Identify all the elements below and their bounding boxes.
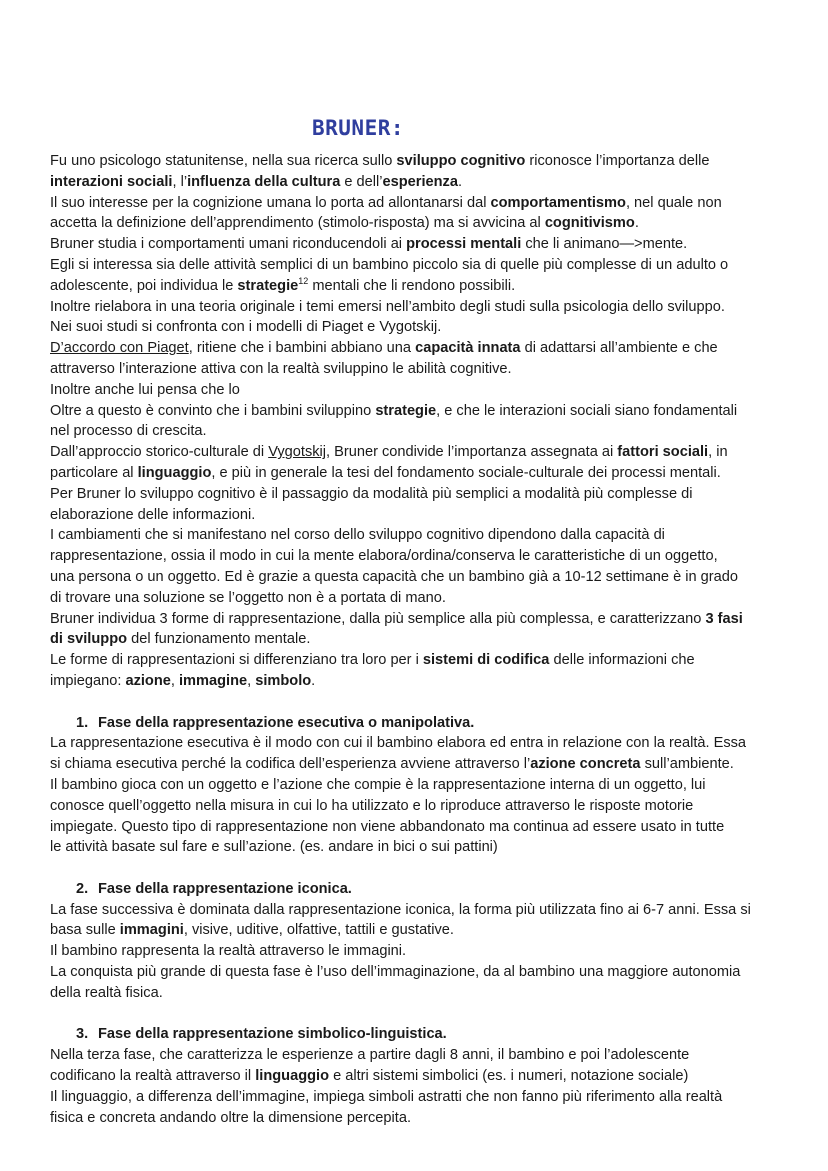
phase-line: La fase successiva è dominata dalla rappresentazione iconica, la forma più utilizzata fino ai 6-7 anni. Essa si <box>50 901 751 918</box>
intro-line: nel processo di crescita. <box>50 423 207 440</box>
bold-term: linguaggio <box>255 1068 330 1085</box>
phase-line: basa sulle immagini, visive, uditive, olfattive, tattili e gustative. <box>50 922 454 939</box>
intro-line: Inoltre rielabora in una teoria originale i temi emersi nell’ambito degli studi sulla psicologia dello sviluppo. <box>50 298 725 315</box>
phase-line: La conquista più grande di questa fase è l’uso dell’immaginazione, da al bambino una maggiore autonomia <box>50 964 741 981</box>
bold-term: comportamentismo <box>490 194 626 211</box>
intro-line: Le forme di rappresentazioni si differenziano tra loro per i sistemi di codifica delle informazioni che <box>50 652 695 669</box>
phase-line: Il bambino gioca con un oggetto e l’azione che compie è la rappresentazione interna di un oggetto, lui <box>50 776 706 793</box>
intro-line: Nei suoi studi si confronta con i modelli di Piaget e Vygotskij. <box>50 319 442 336</box>
bold-term: influenza della cultura <box>187 173 341 190</box>
intro-line: adolescente, poi individua le strategie$^{12}$ mentali che li rendono possibili. <box>50 275 516 294</box>
bold-term: fattori sociali <box>617 444 709 461</box>
intro-line: Fu uno psicologo statunitense, nella sua ricerca sullo sviluppo cognitivo riconosce l’importanza delle <box>50 153 710 169</box>
intro-line: particolare al linguaggio, e più in generale la tesi del fondamento sociale-culturale dei processi mentali. <box>50 464 721 481</box>
page-title: BRUNER: <box>312 116 405 140</box>
paragraph-spacer <box>50 692 780 713</box>
bold-term: simbolo <box>255 672 312 689</box>
phase-number: 1. <box>76 714 89 731</box>
phase-line: Nella terza fase, che caratterizza le esperienze a partire dagli 8 anni, il bambino e poi l’adolescente <box>50 1047 690 1064</box>
intro-line: rappresentazione, ossia il modo in cui la mente elabora/ordina/conserva le caratteristiche di un oggetto, <box>50 548 718 565</box>
footnote-ref: 12 <box>298 275 309 286</box>
bold-term: processi mentali <box>406 236 522 253</box>
bold-term: 3 fasi <box>705 610 743 627</box>
intro-line: Per Bruner lo sviluppo cognitivo è il passaggio da modalità più semplici a modalità più complesse di <box>50 485 693 502</box>
bold-term: strategie <box>237 277 299 294</box>
phase-line: le attività basate sul fare e sull’azione. (es. andare in bici o sui pattini) <box>50 839 498 856</box>
bold-term: immagine <box>178 672 248 689</box>
phase-heading-text: Fase della rappresentazione esecutiva o manipolativa. <box>98 714 475 731</box>
phase-line: si chiama esecutiva perché la codifica dell’esperienza avviene attraverso l’azione concreta sull’ambiente. <box>50 756 734 773</box>
intro-line: attraverso l’interazione attiva con la realtà sviluppino le abilità cognitive. <box>50 360 512 377</box>
intro-line: Oltre a questo è convinto che i bambini sviluppino strategie, e che le interazioni sociali siano fondamentali <box>50 402 738 419</box>
intro-line: di sviluppo del funzionamento mentale. <box>50 631 311 648</box>
bold-term: azione concreta <box>530 756 641 773</box>
intro-line: Bruner studia i comportamenti umani riconducendoli ai processi mentali che li animano—>mente. <box>50 236 688 253</box>
bold-term: capacità innata <box>415 340 521 357</box>
intro-line: interazioni sociali, l’influenza della cultura e dell’esperienza. <box>50 173 463 190</box>
phase-line: conosce quell’oggetto nella misura in cui lo ha utilizzato e lo riproduce attraverso le risposte motorie <box>50 797 694 814</box>
intro-line: I cambiamenti che si manifestano nel corso dello sviluppo cognitivo dipendono dalla capacità di <box>50 527 665 544</box>
intro-line: D’accordo con Piaget, ritiene che i bambini abbiano una capacità innata di adattarsi all’ambiente e che <box>50 340 718 357</box>
phase-heading <box>50 879 780 900</box>
paragraph-spacer <box>50 1004 780 1025</box>
intro-line: una persona o un oggetto. Ed è grazie a questa capacità che un bambino già a 10-12 settimane è in grado <box>50 568 739 585</box>
intro-line: Bruner individua 3 forme di rappresentazione, dalla più semplice alla più complessa, e caratterizzano 3 fasi <box>50 610 743 627</box>
intro-line: impiegano: azione, immagine, simbolo. <box>50 672 316 689</box>
phase-line: La rappresentazione esecutiva è il modo con cui il bambino elabora ed entra in relazione con la realtà. Essa <box>50 735 747 752</box>
intro-line: di trovare una soluzione se l’oggetto non è a portata di mano. <box>50 589 446 606</box>
phase-line: Il linguaggio, a differenza dell’immagine, impiega simboli astratti che non fanno più riferimento alla realtà <box>50 1088 723 1105</box>
intro-line: Il suo interesse per la cognizione umana lo porta ad allontanarsi dal comportamentismo, nel quale non <box>50 194 722 211</box>
phase-line: impiegate. Questo tipo di rappresentazione non viene abbandonato ma continua ad essere usato in tutte <box>50 818 725 835</box>
intro-line: accetta la definizione dell’apprendimento (stimolo-risposta) ma si avvicina al cognitivismo. <box>50 215 639 232</box>
phase-line: della realtà fisica. <box>50 984 163 1001</box>
phase-line: fisica e concreta andando oltre la dimensione percepita. <box>50 1109 412 1126</box>
phase-heading <box>50 713 780 734</box>
bold-term: strategie <box>375 402 437 419</box>
intro-line: elaborazione delle informazioni. <box>50 506 256 523</box>
phase-heading <box>50 1024 780 1045</box>
phase-heading-text: Fase della rappresentazione simbolico-linguistica. <box>98 1026 447 1043</box>
bold-term: azione <box>125 672 171 689</box>
underlined-term: Vygotskij <box>268 444 327 461</box>
paragraph-spacer <box>50 858 780 879</box>
intro-line: Dall’approccio storico-culturale di Vygotskij, Bruner condivide l’importanza assegnata ai fattori sociali, in <box>50 444 728 461</box>
bold-term: sviluppo cognitivo <box>396 153 526 169</box>
bold-term: immagini <box>119 922 184 939</box>
bold-term: esperienza <box>382 173 458 190</box>
phase-number: 3. <box>76 1026 89 1043</box>
bold-term: cognitivismo <box>544 215 635 232</box>
phase-line: Il bambino rappresenta la realtà attraverso le immagini. <box>50 943 407 960</box>
phase-heading-text: Fase della rappresentazione iconica. <box>98 880 352 897</box>
underlined-term: D’accordo con Piaget <box>50 340 189 357</box>
bold-term: di sviluppo <box>50 631 128 648</box>
intro-line: Inoltre anche lui pensa che lo <box>50 381 240 398</box>
phase-line: codificano la realtà attraverso il linguaggio e altri sistemi simbolici (es. i numeri, notazione sociale) <box>50 1068 689 1085</box>
bold-term: interazioni sociali <box>50 173 173 190</box>
bold-term: linguaggio <box>137 464 212 481</box>
phase-number: 2. <box>76 880 89 897</box>
intro-line: Egli si interessa sia delle attività semplici di un bambino piccolo sia di quelle più complesse di un adulto o <box>50 256 729 273</box>
document-body <box>50 151 780 1128</box>
bold-term: sistemi di codifica <box>422 652 550 669</box>
